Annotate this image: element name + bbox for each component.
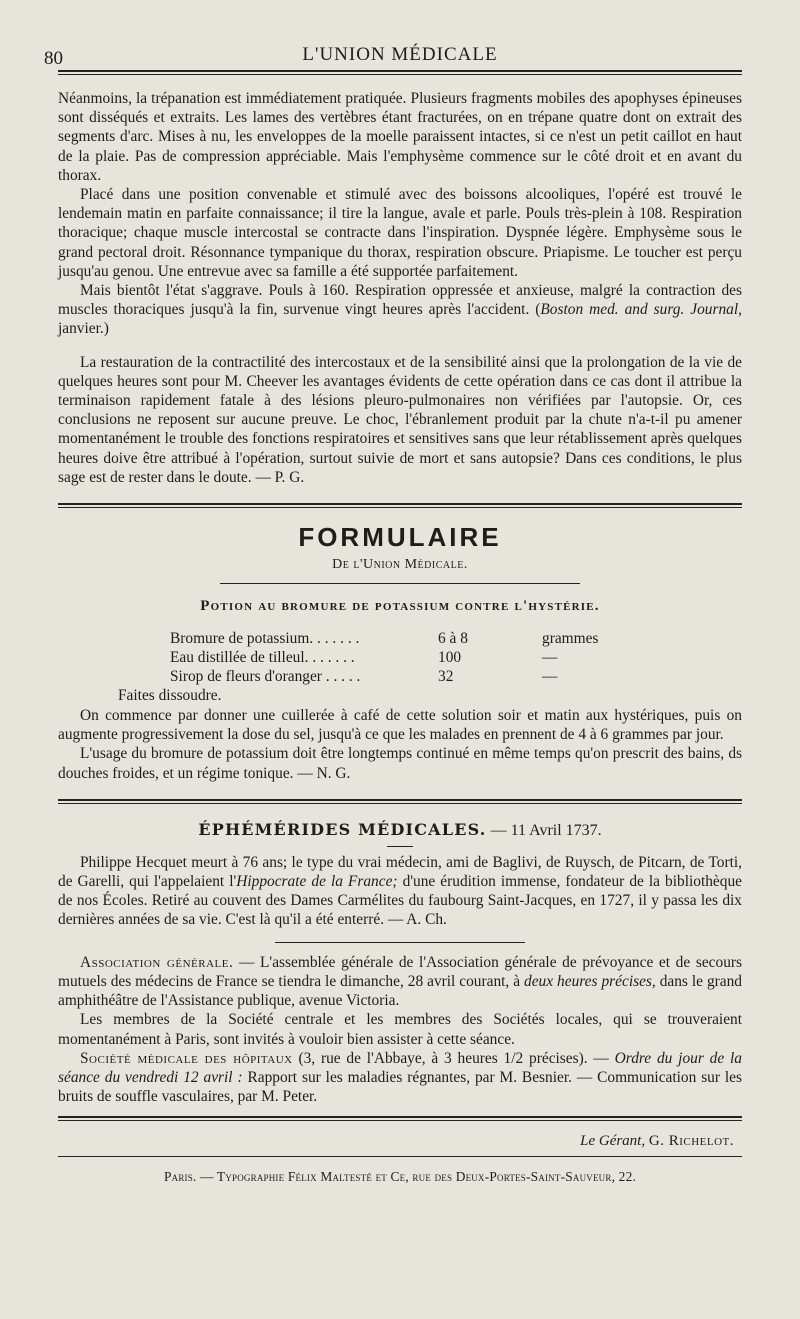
header-rule	[58, 70, 742, 75]
article-paragraph-2: Placé dans une position convenable et stimulé avec des boissons alcooliques, l'opéré est trouvé le lendemain matin en parfaite connaissance; il tire la langue, avale et parle. Pouls très-plein à 108. Respiration thoracique; chaque muscle intercostal se contracte dans l'inspiration. Dyspnée légère. Emphysème sous le grand pectoral droit. Résonnance tympanique du thorax, respiration obscure. Priapisme. Le toucher est perçu jusqu'au genou. Une entrevue avec sa famille a été supportée parfaitement.	[58, 186, 742, 280]
ephemerides-section	[58, 820, 742, 930]
potion-title: Potion au bromure de potassium contre l'hystérie.	[200, 598, 600, 615]
ephemerides-heading	[58, 820, 742, 840]
formulaire-title: FORMULAIRE	[298, 522, 502, 553]
article-source: Boston med. and surg. Journal,	[540, 301, 742, 319]
article-paragraph-4: La restauration de la contractilité des intercostaux et de la sensibilité ainsi que la prolongation de la vie de quelques heures sont pour M. Cheever les avantages évidents de cette opération dans ce cas dont il attribue la terminaison rapidement fatale à des lésions pleuro-pulmonaires non vérifiées par l'autopsie. Or, ces conclusions ne reposent sur aucune preuve. Le choc, l'ébranlement produit par la chute n'a-t-il pu amener momentanément le trouble des fonctions respiratoires et sensitives sans que leur rétablissement après quelques heures doive être attribué à l'opération, surtout suivie de mort et sans autopsie? Dans ces conditions, le plus sage est de rester dans le doute. — P. G.	[58, 353, 742, 486]
recipe-unit: grammes	[542, 630, 599, 648]
signature	[58, 1133, 742, 1150]
recipe-quantity: 32	[438, 668, 454, 686]
societe-notice: Société médicale des hôpitaux (3, rue de l'Abbaye, à 3 heures 1/2 précises). — Ordre du jour de la séance du vendredi 12 avril : Rapport sur les maladies régnantes, par M. Besnier. — Communication sur les bruits de souffle vasculaires, par M. Peter.	[58, 1049, 742, 1106]
notice-rule	[275, 942, 525, 943]
page-number: 80	[44, 48, 63, 69]
recipe-ingredient: Eau distillée de tilleul. . . . . . .	[170, 649, 355, 667]
recipe-list	[170, 629, 742, 686]
ephemerides-rule	[387, 846, 413, 847]
recipe-ingredient: Bromure de potassium. . . . . . .	[170, 630, 360, 648]
page-header	[44, 36, 742, 70]
footer-rule	[58, 1156, 742, 1157]
formulaire-rule	[220, 583, 580, 584]
recipe-quantity: 100	[438, 649, 462, 667]
section-separator	[58, 799, 742, 804]
formulaire-paragraph-1: On commence par donner une cuillerée à café de cette solution soir et matin aux hystériques, puis on augmente progressivement la dose du sel, jusqu'à ce que les malades en prennent de 4 à 6 grammes par jour.	[58, 707, 742, 744]
recipe-instruction: Faites dissoudre.	[118, 687, 222, 705]
recipe-row	[170, 648, 742, 667]
formulaire-section	[58, 522, 742, 783]
association-notice-2: Les membres de la Société centrale et les membres des Sociétés locales, qui se trouveraient momentanément à Paris, sont invités à vouloir bien assister à cette séance.	[58, 1011, 742, 1048]
formulaire-paragraph-2: L'usage du bromure de potassium doit être longtemps continué en même temps qu'on prescrit des bains, ds douches froides, et un régime tonique. — N. G.	[58, 745, 742, 782]
recipe-row	[170, 629, 742, 648]
footer-separator	[58, 1116, 742, 1121]
printer-footer: Paris. — Typographie Félix Maltesté et Ce, rue des Deux-Portes-Saint-Sauveur, 22.	[163, 1169, 637, 1185]
article-paragraph-3: Mais bientôt l'état s'aggrave. Pouls à 160. Respiration oppressée et anxieuse, malgré la contraction des muscles thoraciques jusqu'à la fin, survenue vingt heures après l'accident. (Boston med. and surg. Journal, janvier.)	[58, 282, 742, 338]
signature-name: G. Richelot.	[648, 1133, 734, 1150]
notices-section	[58, 953, 742, 1107]
signature-label: Le Gérant,	[580, 1133, 646, 1150]
article-continuation	[58, 89, 742, 339]
recipe-ingredient: Sirop de fleurs d'oranger . . . . .	[170, 668, 361, 686]
section-separator	[58, 503, 742, 508]
formulaire-subtitle: De l'Union Médicale.	[332, 557, 468, 573]
article-commentary	[58, 353, 742, 487]
ephemerides-title: ÉPHÉMÉRIDES MÉDICALES.	[198, 819, 487, 839]
recipe-unit: —	[542, 668, 558, 686]
ephemerides-paragraph: Philippe Hecquet meurt à 76 ans; le type du vrai médecin, ami de Baglivi, de Ruysch, de Pitcarn, de Torti, de Garelli, qui l'appelaient l'Hippocrate de la France; d'une érudition immense, fondateur de la bibliothèque de nos Écoles. Retiré au couvent des Dames Carmélites du faubourg Saint-Jacques, en 1727, il y passa les dix dernières années de sa vie. C'est là qu'il a été enterré. — A. Ch.	[58, 853, 742, 929]
article-paragraph-1: Néanmoins, la trépanation est immédiatement pratiquée. Plusieurs fragments mobiles des apophyses épineuses sont disséqués et extraits. Les lames des vertèbres étant fracturées, on en trépane quatre dont on extrait des segments d'arc. Mises à nu, les enveloppes de la moelle paraissent intactes, si ce n'est un petit caillot en haut de la plaie. Pas de compression appréciable. Mais l'emphysème commence sur le côté droit et en avant du thorax.	[58, 90, 742, 184]
recipe-quantity: 6 à 8	[438, 630, 468, 648]
association-notice: Association générale. — L'assemblée générale de l'Association générale de prévoyance et de secours mutuels des médecins de France se tiendra le dimanche, 28 avril courant, à deux heures précises, dans le grand amphithéâtre de l'Assistance publique, avenue Victoria.	[58, 953, 743, 1010]
recipe-row	[170, 667, 742, 686]
running-title: L'UNION MÉDICALE	[302, 44, 498, 65]
recipe-unit: —	[542, 649, 558, 667]
ephemerides-date: — 11 Avril 1737.	[490, 821, 602, 839]
